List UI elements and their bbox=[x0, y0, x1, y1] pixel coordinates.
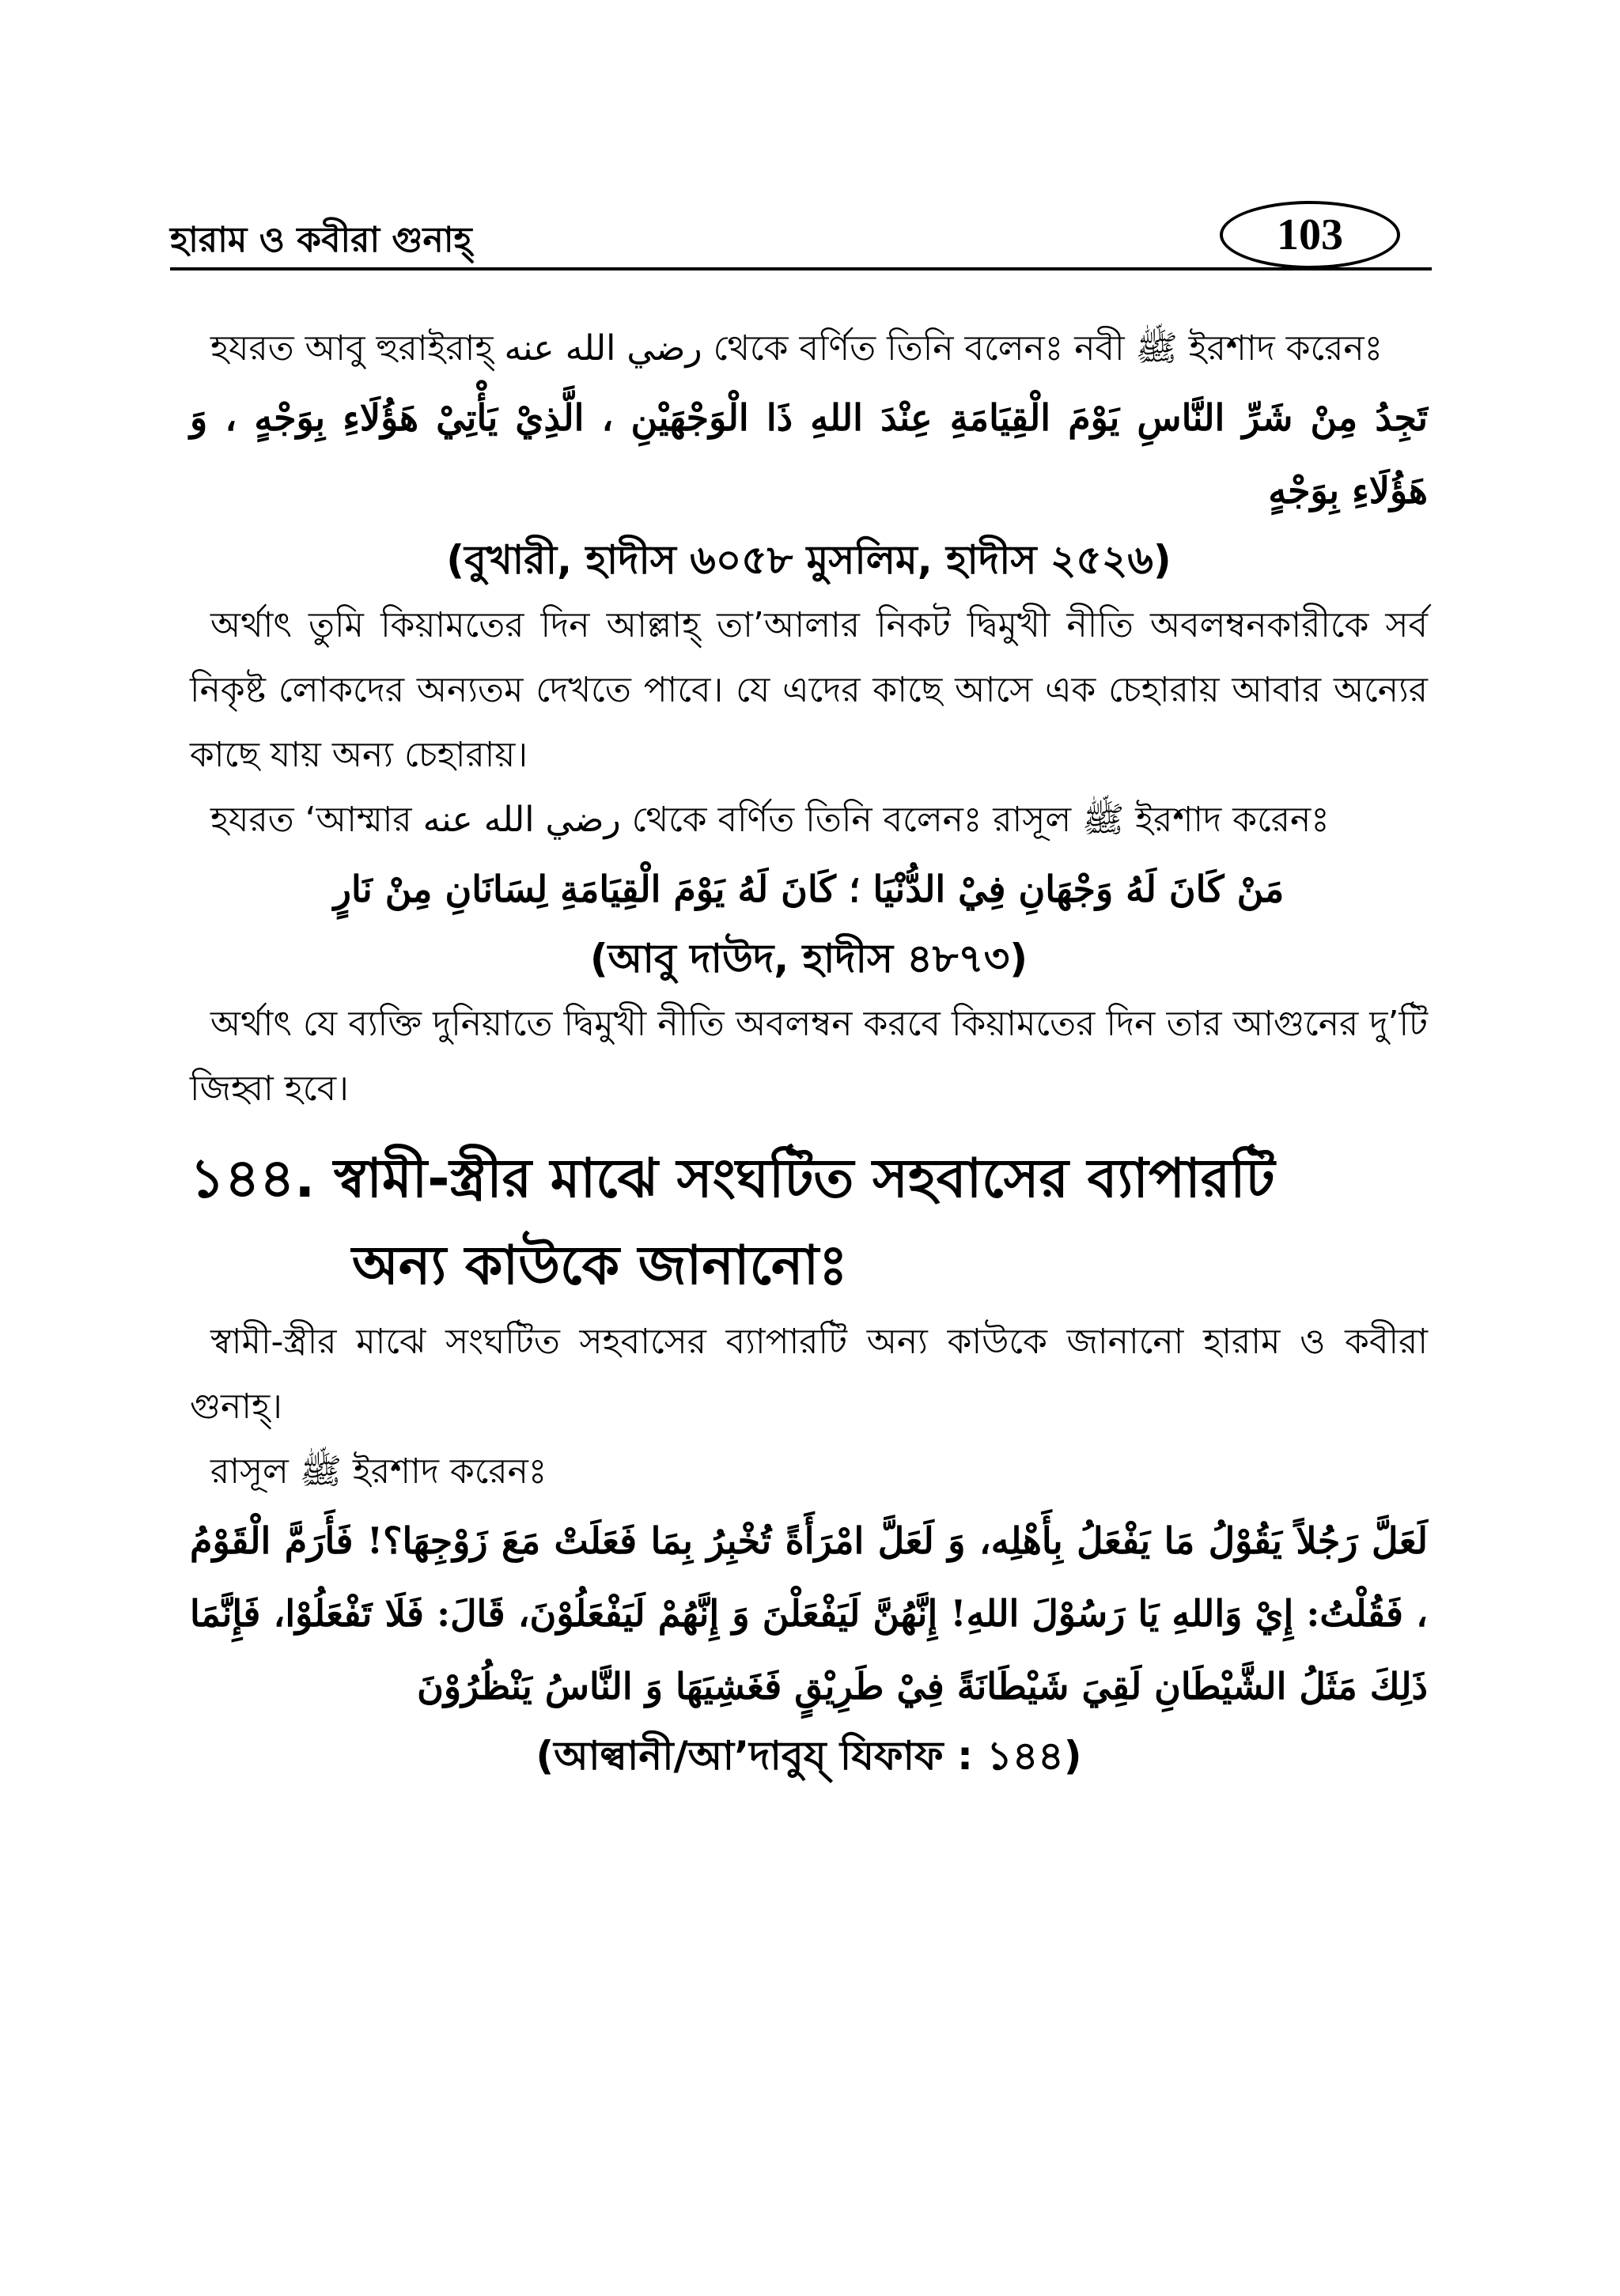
page-header bbox=[170, 207, 1432, 270]
page-body bbox=[190, 316, 1428, 1789]
header-divider bbox=[170, 267, 1432, 270]
page-number: 103 bbox=[1220, 201, 1400, 269]
citation-1: (বুখারী, হাদীস ৬০৫৮ মুসলিম, হাদীস ২৫২৬) bbox=[446, 537, 1171, 583]
section-heading-line-2: অন্য কাউকে জানানোঃ bbox=[352, 1235, 848, 1297]
citation-3: (আল্বানী/আ’দাবুয্ যিফাফ : ১৪৪) bbox=[536, 1733, 1082, 1779]
citation-2: (আবু দাউদ, হাদীস ৪৮৭৩) bbox=[589, 936, 1028, 982]
translation-2: অর্থাৎ যে ব্যক্তি দুনিয়াতে দ্বিমুখী নীতি অবলম্বন করবে কিয়ামতের দিন তার আগুনের দু’টি জিহ্বা হবে। bbox=[190, 1004, 1428, 1109]
section-heading-line-1: ১৪৪. স্বামী-স্ত্রীর মাঝে সংঘটিত সহবাসের ব্যাপারটি bbox=[190, 1148, 1275, 1210]
hadith-intro-2: হযরত ‘আম্মার رضي الله عنه থেকে বর্ণিত তিনি বলেনঃ রাসূল ﷺ ইরশাদ করেনঃ bbox=[210, 800, 1330, 840]
running-title: হারাম ও কবীরা গুনাহ্ bbox=[170, 220, 472, 260]
arabic-hadith-2: مَنْ كَانَ لَهُ وَجْهَانِ فِيْ الدُّنْيَا ؛ كَانَ لَهُ يَوْمَ الْقِيَامَةِ لِسَانَانِ مِنْ نَارٍ bbox=[333, 868, 1285, 910]
section-body: স্বামী-স্ত্রীর মাঝে সংঘটিত সহবাসের ব্যাপারটি অন্য কাউকে জানানো হারাম ও কবীরা গুনাহ্। bbox=[190, 1322, 1428, 1427]
hadith-intro-1: হযরত আবু হুরাইরাহ্ رضي الله عنه থেকে বর্ণিত তিনি বলেনঃ নবী ﷺ ইরশাদ করেনঃ bbox=[210, 328, 1383, 369]
hadith-intro-3: রাসূল ﷺ ইরশাদ করেনঃ bbox=[210, 1451, 547, 1492]
section-heading bbox=[190, 1136, 1428, 1310]
arabic-hadith-3: لَعَلَّ رَجُلاً يَقُوْلُ مَا يَفْعَلُ بِأَهْلِه، وَ لَعَلَّ امْرَأَةً تُخْبِرُ بِمَا فَعَلَتْ مَعَ زَوْجِهَا؟! فَأَرَمَّ الْقَوْمُ ، فَقُلْتُ: إِيْ وَاللهِ يَا رَسُوْلَ اللهِ! إِنَّهُنَّ لَيَفْعَلْنَ وَ إِنَّهُمْ لَيَفْعَلُوْنَ، قَالَ: فَلَا تَفْعَلُوْا، فَإِنَّمَا ذَلِكَ مَثَلُ الشَّيْطَانِ لَقِيَ شَيْطَانَةً فِيْ طَرِيْقٍ فَغَشِيَهَا وَ النَّاسُ يَنْظُرُوْنَ bbox=[190, 1519, 1428, 1708]
translation-1: অর্থাৎ তুমি কিয়ামতের দিন আল্লাহ্ তা’আলার নিকট দ্বিমুখী নীতি অবলম্বনকারীকে সর্ব নিকৃষ্ট লোকদের অন্যতম দেখতে পাবে। যে এদের কাছে আসে এক চেহারায় আবার অন্যের কাছে যায় অন্য চেহারায়। bbox=[190, 605, 1428, 775]
arabic-hadith-1: تَجِدُ مِنْ شَرِّ النَّاسِ يَوْمَ الْقِيَامَةِ عِنْدَ اللهِ ذَا الْوَجْهَيْنِ ، الَّذِيْ يَأْتِيْ هَؤُلَاءِ بِوَجْهٍ ، وَ هَؤُلَاءِ بِوَجْهٍ bbox=[190, 396, 1428, 512]
